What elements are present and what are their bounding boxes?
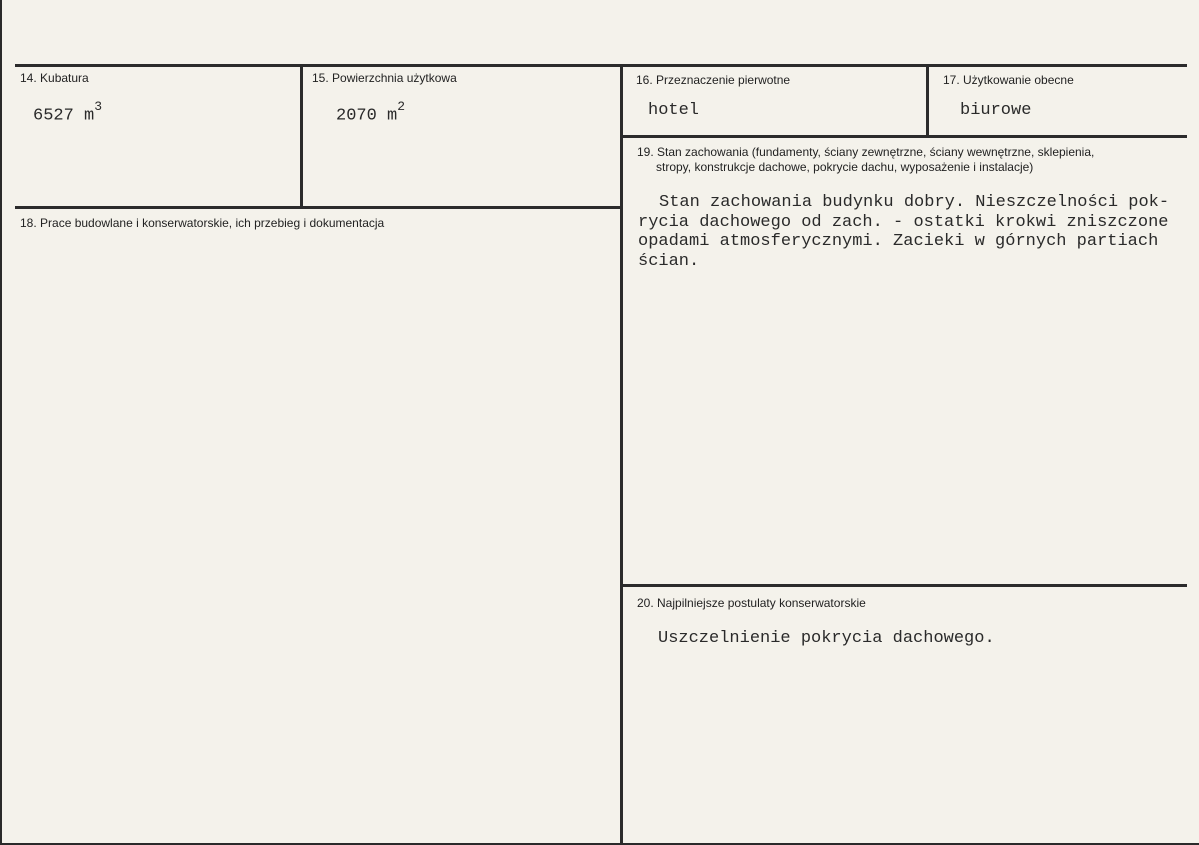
stan-zachowania-line: rycia dachowego od zach. - ostatki krokwi zniszczone xyxy=(638,212,1169,232)
przeznaczenie-value: hotel xyxy=(648,101,700,120)
rule-under-14-15 xyxy=(15,206,623,209)
stan-zachowania-line: opadami atmosferycznymi. Zacieki w górnych partiach xyxy=(638,232,1159,251)
stan-zachowania-text xyxy=(638,193,1169,271)
powierzchnia-label: 15. Powierzchnia użytkowa xyxy=(312,71,457,85)
powierzchnia-value xyxy=(336,100,405,126)
powierzchnia-exponent: 2 xyxy=(397,99,406,114)
stan-zachowania-line: ścian. xyxy=(638,251,700,271)
kubatura-value xyxy=(33,100,102,126)
divider-16-17 xyxy=(926,64,929,138)
kubatura-label: 14. Kubatura xyxy=(20,71,89,85)
stan-zachowania-line: Stan zachowania budynku dobry. Nieszczelności pok- xyxy=(659,193,1170,212)
uzytkowanie-value: biurowe xyxy=(960,101,1032,120)
postulaty-value: Uszczelnienie pokrycia dachowego. xyxy=(658,629,995,648)
divider-main-column xyxy=(620,64,623,845)
postulaty-label: 20. Najpilniejsze postulaty konserwatorskie xyxy=(637,596,866,610)
przeznaczenie-label: 16. Przeznaczenie pierwotne xyxy=(636,73,791,87)
top-rule xyxy=(15,64,1187,67)
stan-zachowania-label-line1: 19. Stan zachowania (fundamenty, ściany zewnętrzne, ściany wewnętrzne, sklepienia, xyxy=(637,145,1095,159)
prace-budowlane-label: 18. Prace budowlane i konserwatorskie, ich przebieg i dokumentacja xyxy=(20,216,385,230)
rule-under-16-17 xyxy=(623,135,1187,138)
uzytkowanie-label: 17. Użytkowanie obecne xyxy=(943,73,1074,87)
divider-14-15 xyxy=(300,64,303,208)
kubatura-number: 6527 m xyxy=(33,106,95,126)
powierzchnia-number: 2070 m xyxy=(336,106,398,126)
stan-zachowania-label-line2: stropy, konstrukcje dachowe, pokrycie dachu, wyposażenie i instalacje) xyxy=(656,160,1034,174)
rule-under-19 xyxy=(623,584,1187,587)
kubatura-exponent: 3 xyxy=(94,99,103,114)
